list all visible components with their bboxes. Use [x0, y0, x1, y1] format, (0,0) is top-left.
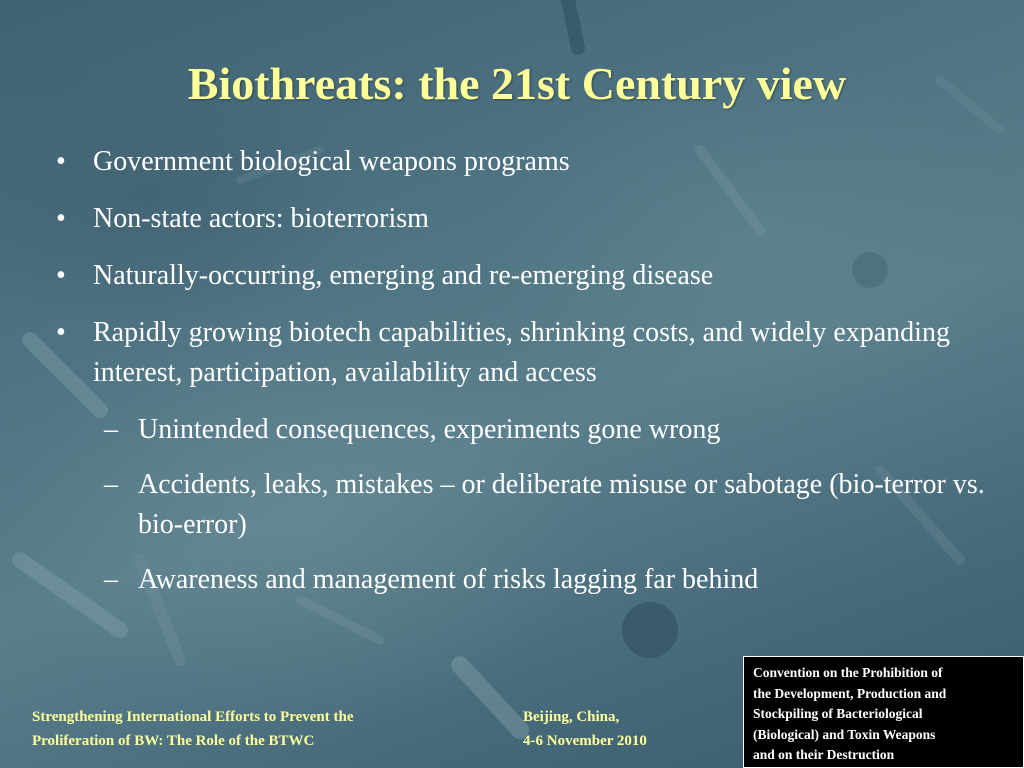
convention-title-box	[743, 656, 1024, 768]
bullet-item	[56, 199, 986, 239]
footer-event-title	[32, 705, 502, 753]
bullet-text: Non-state actors: bioterrorism	[93, 203, 429, 234]
bullet-marker: •	[56, 146, 66, 177]
convention-title-line2: the Development, Production and	[753, 685, 947, 701]
slide-title: Biothreats: the 21st Century view	[187, 58, 847, 109]
bullet-item	[56, 313, 986, 393]
footer-date: 4-6 November 2010	[523, 733, 647, 749]
bullet-item	[56, 256, 986, 296]
bullet-text: Government biological weapons programs	[93, 146, 570, 177]
convention-title-line3: Stockpiling of Bacteriological	[753, 706, 923, 722]
footer-event-title-line1: Strengthening International Efforts to Prevent the	[32, 709, 354, 725]
sub-bullet-text: Awareness and management of risks lagging far behind	[138, 564, 759, 595]
convention-title-line1: Convention on the Prohibition of	[753, 665, 943, 680]
footer-location: Beijing, China,	[523, 709, 620, 725]
sub-bullet-item	[56, 560, 986, 600]
sub-bullet-item	[56, 410, 986, 450]
bullet-item	[56, 142, 986, 182]
sub-bullet-marker: –	[104, 414, 118, 445]
convention-title-line5: and on their Destruction	[753, 747, 895, 763]
footer-event-title-line2: Proliferation of BW: The Role of the BTWC	[32, 733, 315, 749]
sub-bullet-marker: –	[104, 469, 118, 500]
bullet-marker: •	[56, 203, 66, 234]
bullet-text: Rapidly growing biotech capabilities, shrinking costs, and widely expanding interest, participation, availability and access	[93, 317, 950, 388]
bullet-text: Naturally-occurring, emerging and re-emerging disease	[93, 260, 714, 291]
bullet-list	[56, 142, 986, 615]
sub-bullet-text: Accidents, leaks, mistakes – or deliberate misuse or sabotage (bio-terror vs. bio-error)	[138, 469, 985, 540]
bullet-marker: •	[56, 317, 66, 348]
bullet-marker: •	[56, 260, 66, 291]
sub-bullet-text: Unintended consequences, experiments gone wrong	[138, 414, 721, 445]
sub-bullet-item	[56, 465, 986, 545]
sub-bullet-marker: –	[104, 564, 118, 595]
footer-location-date	[523, 705, 723, 753]
convention-title-line4: (Biological) and Toxin Weapons	[753, 726, 936, 742]
